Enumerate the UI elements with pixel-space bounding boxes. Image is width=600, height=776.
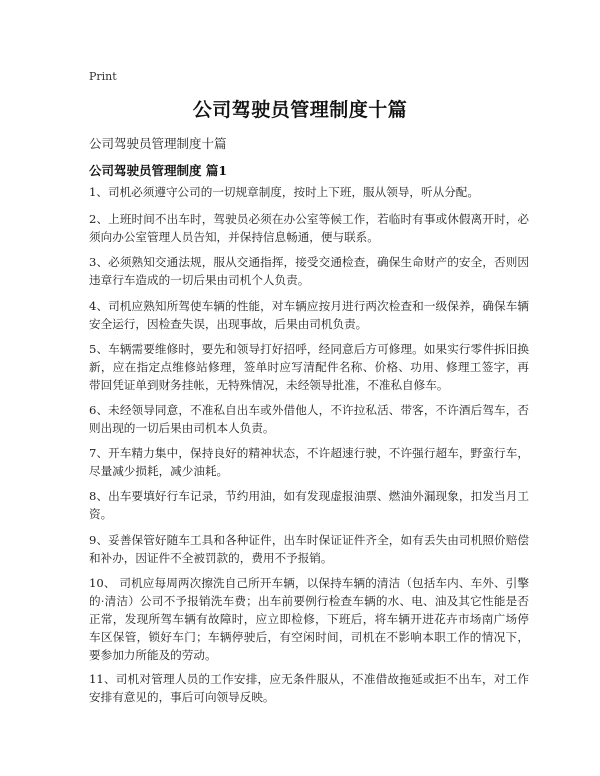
paragraph-7: 7、开车精力集中，保持良好的精神状态，不许超速行驶，不许强行超车，野蛮行车，尽量减少损耗，减少油耗。 xyxy=(89,446,529,478)
paragraph-4: 4、司机应熟知所驾使车辆的性能，对车辆应按月进行两次检查和一级保养，确保车辆安全运行，因检查失误，出现事故，后果由司机负责。 xyxy=(89,299,529,331)
document-title: 公司驾驶员管理制度十篇 xyxy=(192,99,408,121)
paragraph-8: 8、出车要填好行车记录，节约用油，如有发现虚报油票、燃油外漏现象，扣发当月工资。 xyxy=(89,489,529,521)
paragraph-3: 3、必须熟知交通法规，服从交通指挥，接受交通检查，确保生命财产的安全，否则因违章行车造成的一切后果由司机个人负责。 xyxy=(89,255,529,287)
print-label: Print xyxy=(89,70,117,83)
section-heading: 公司驾驶员管理制度 篇1 xyxy=(89,163,228,178)
paragraph-5: 5、车辆需要维修时，要先和领导打好招呼，经同意后方可修理。如果实行零件拆旧换新，应在指定点维修站修理，签单时应写清配件名称、价格、功用、修理工签字，再带回凭证单到财务挂帐，无特殊情况，未经领导批准，不准私自修车。 xyxy=(89,342,529,392)
paragraph-11: 11、司机对管理人员的工作安排，应无条件服从，不准借故拖延或拒不出车，对工作安排有意见的，事后可向领导反映。 xyxy=(89,672,529,704)
paragraph-1: 1、司机必须遵守公司的一切规章制度，按时上下班，服从领导，听从分配。 xyxy=(89,185,479,199)
paragraph-2: 2、上班时间不出车时，驾驶员必须在办公室等候工作，若临时有事或休假离开时，必须向办公室管理人员告知，并保持信息畅通，便与联系。 xyxy=(89,212,529,244)
paragraph-9: 9、妥善保管好随车工具和各种证件，出车时保证证件齐全，如有丢失由司机照价赔偿和补办，因证件不全被罚款的，费用不予报销。 xyxy=(89,533,529,565)
document-subtitle: 公司驾驶员管理制度十篇 xyxy=(89,136,227,151)
paragraph-10: 10、 司机应每周两次擦洗自己所开车辆，以保持车辆的清洁（包括车内、车外、引擎的·清洁）公司不予报销洗车费；出车前要例行检查车辆的水、电、油及其它性能是否正常，发现所驾车辆有故障时，应立即检修，下班后，将车辆开进花卉市场南广场停车区保管，锁好车门；车辆停驶后，有空闲时间，司机在不影响本职工作的情况下，要参加力所能及的劳动。 xyxy=(89,576,529,662)
paragraph-6: 6、未经领导同意，不准私自出车或外借他人，不许拉私活、带客，不许酒后驾车，否则出现的一切后果由司机本人负责。 xyxy=(89,403,529,435)
